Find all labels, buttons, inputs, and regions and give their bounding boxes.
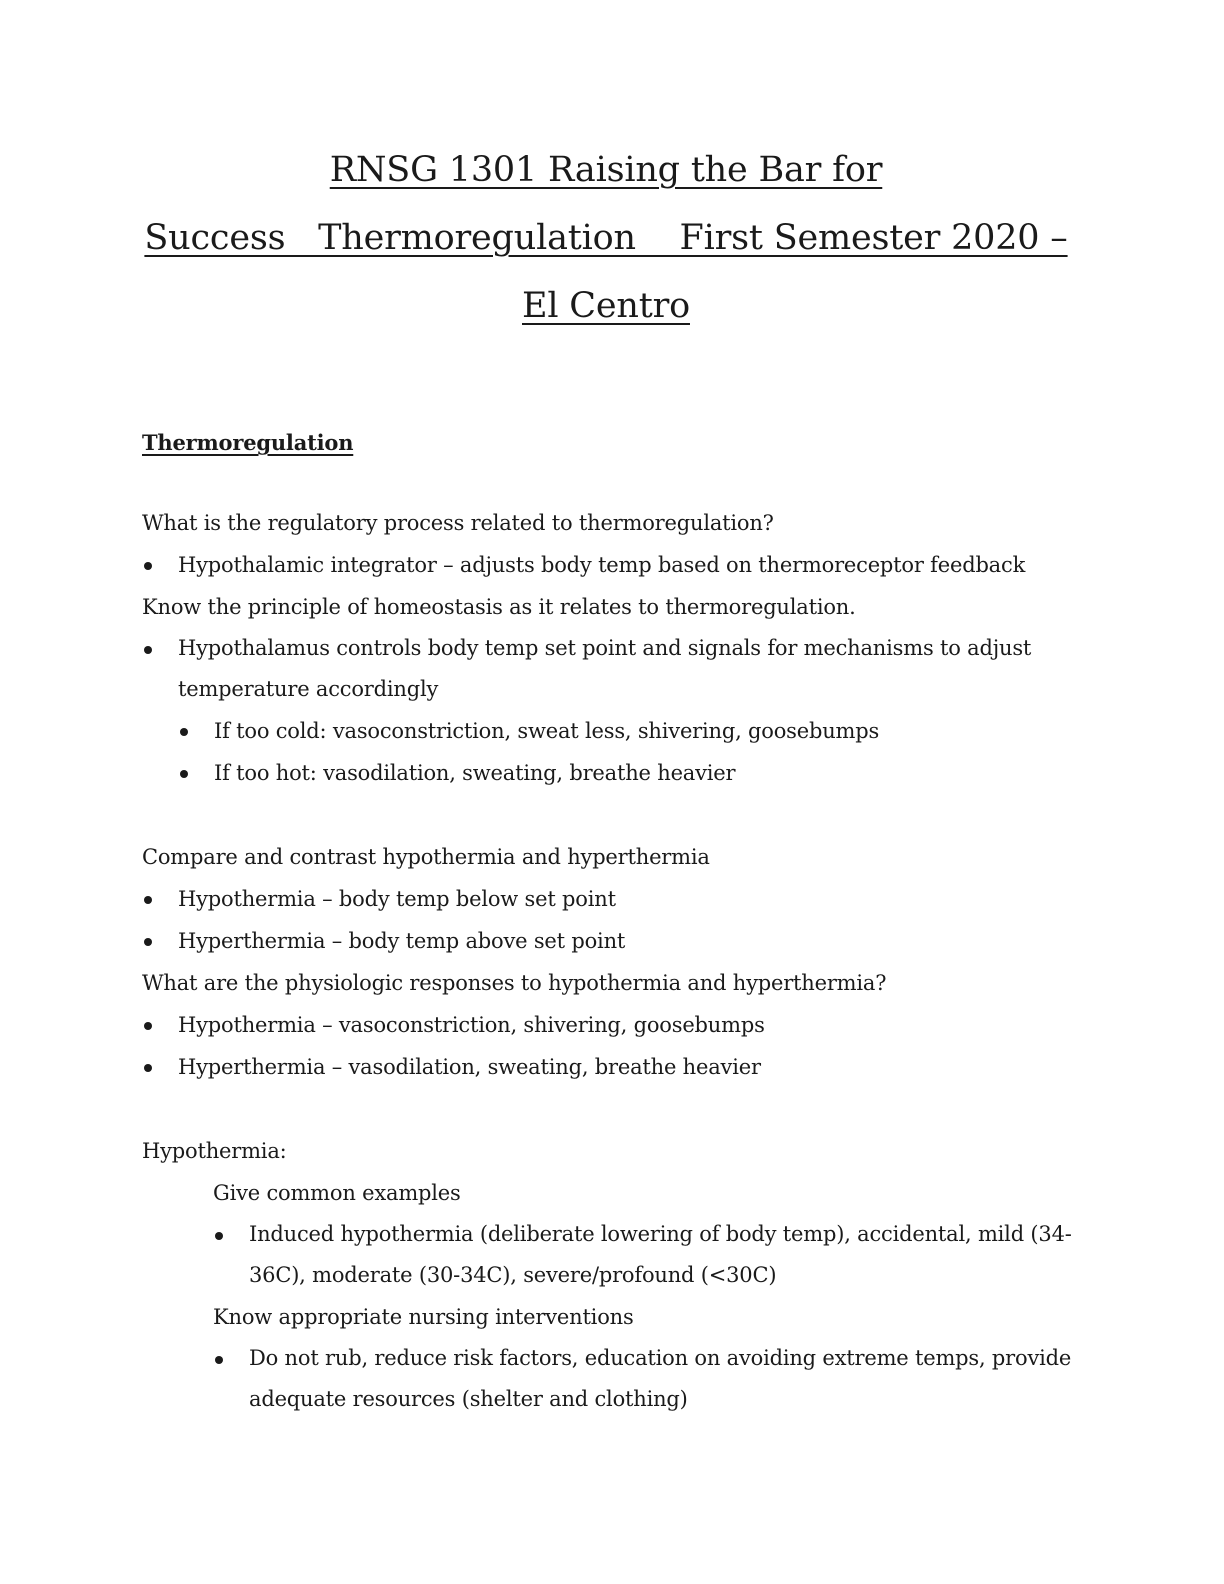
bullet-list: [142, 1004, 1102, 1088]
spacer: [142, 794, 1102, 836]
title-line-3: El Centro: [522, 286, 690, 326]
question-common-examples: Give common examples: [213, 1181, 461, 1205]
title-line-2: Success Thermoregulation First Semester 2020 –: [144, 218, 1068, 258]
bullet-list: [213, 1338, 1102, 1420]
list-item: Induced hypothermia (deliberate lowering of body temp), accidental, mild (34-36C), moderate (30-34C), severe/profound (<30C): [213, 1214, 1102, 1296]
list-item: If too hot: vasodilation, sweating, breathe heavier: [178, 752, 1102, 794]
question-nursing-interventions: Know appropriate nursing interventions: [213, 1305, 634, 1329]
list-item: Hypothalamic integrator – adjusts body temp based on thermoreceptor feedback: [142, 544, 1102, 586]
hypothermia-section: [213, 1172, 1102, 1420]
list-item: Do not rub, reduce risk factors, education on avoiding extreme temps, provide adequate resources (shelter and clothing): [213, 1338, 1102, 1420]
section-heading: Thermoregulation: [142, 430, 354, 455]
question-compare-contrast: Compare and contrast hypothermia and hyperthermia: [142, 845, 710, 869]
bullet-list: [142, 628, 1102, 794]
list-item: Hyperthermia – body temp above set point: [142, 920, 1102, 962]
bullet-list: [213, 1214, 1102, 1296]
title-line-1: RNSG 1301 Raising the Bar for: [329, 150, 883, 190]
list-item: Hypothermia – vasoconstriction, shivering, goosebumps: [142, 1004, 1102, 1046]
document-body: [142, 422, 1102, 1420]
list-item: Hypothermia – body temp below set point: [142, 878, 1102, 920]
bullet-list: [142, 878, 1102, 962]
list-item: Hypothalamus controls body temp set point and signals for mechanisms to adjust temperature accordingly: [142, 628, 1102, 710]
question-homeostasis: Know the principle of homeostasis as it relates to thermoregulation.: [142, 595, 856, 619]
question-physiologic-responses: What are the physiologic responses to hypothermia and hyperthermia?: [142, 971, 887, 995]
spacer: [142, 1088, 1102, 1130]
list-item: Hyperthermia – vasodilation, sweating, breathe heavier: [142, 1046, 1102, 1088]
bullet-list: [142, 544, 1102, 586]
list-item: If too cold: vasoconstriction, sweat less, shivering, goosebumps: [178, 710, 1102, 752]
question-regulatory-process: What is the regulatory process related to thermoregulation?: [142, 511, 774, 535]
document-title: [100, 136, 1112, 340]
hypothermia-label: Hypothermia:: [142, 1139, 287, 1163]
